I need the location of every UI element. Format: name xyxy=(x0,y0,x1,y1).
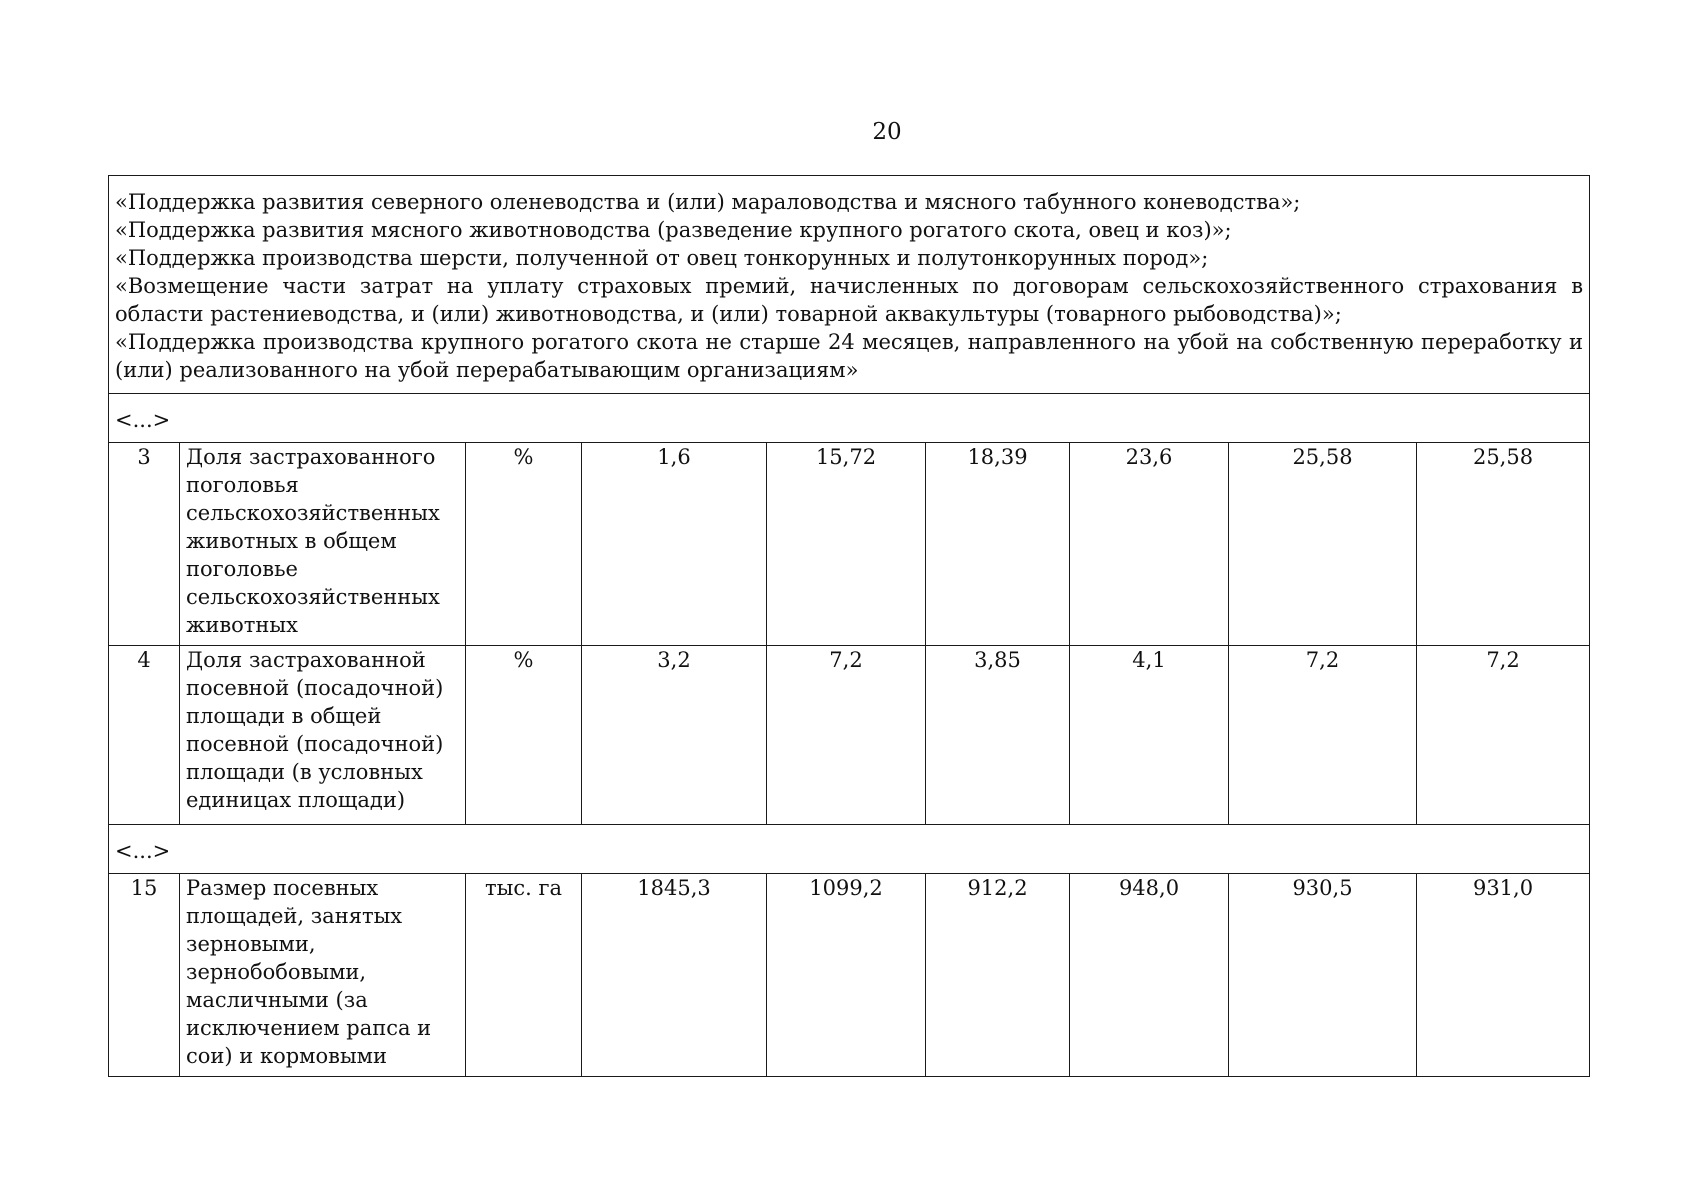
value-cell: 15,72 xyxy=(767,443,926,646)
ellipsis-text: <...> xyxy=(109,394,1590,443)
indicator-name: Доля застрахованной посевной (посадочной) площади в общей посевной (посадочной) площади (в условных единицах площади) xyxy=(180,646,466,825)
value-cell: 23,6 xyxy=(1070,443,1229,646)
indicator-name: Размер посевных площадей, занятых зерновыми, зернобобовыми, масличными (за исключением рапса и сои) и кормовыми xyxy=(180,874,466,1077)
ellipsis-row xyxy=(109,394,1590,443)
indicators-table xyxy=(108,175,1590,1077)
value-cell: 7,2 xyxy=(1417,646,1590,825)
value-cell: 1,6 xyxy=(582,443,767,646)
indicator-name: Доля застрахованного поголовья сельскохозяйственных животных в общем поголовье сельскохозяйственных животных xyxy=(180,443,466,646)
programs-cell xyxy=(109,176,1590,394)
value-cell: 25,58 xyxy=(1229,443,1417,646)
programs-row xyxy=(109,176,1590,394)
unit-cell: % xyxy=(466,646,582,825)
row-number: 15 xyxy=(109,874,180,1077)
program-item: «Поддержка развития мясного животноводства (разведение крупного рогатого скота, овец и коз)»; xyxy=(115,218,1232,242)
value-cell: 4,1 xyxy=(1070,646,1229,825)
value-cell: 931,0 xyxy=(1417,874,1590,1077)
program-item: «Поддержка производства крупного рогатого скота не старше 24 месяцев, направленного на убой на собственную переработку и (или) реализованного на убой перерабатывающим организациям» xyxy=(115,330,1584,382)
value-cell: 1099,2 xyxy=(767,874,926,1077)
table-row xyxy=(109,874,1590,1077)
value-cell: 7,2 xyxy=(767,646,926,825)
ellipsis-row xyxy=(109,825,1590,874)
value-cell: 7,2 xyxy=(1229,646,1417,825)
value-cell: 948,0 xyxy=(1070,874,1229,1077)
program-item: «Поддержка развития северного оленеводства и (или) мараловодства и мясного табунного коневодства»; xyxy=(115,190,1301,214)
page-number: 20 xyxy=(872,119,902,145)
value-cell: 912,2 xyxy=(926,874,1070,1077)
value-cell: 1845,3 xyxy=(582,874,767,1077)
unit-cell: тыс. га xyxy=(466,874,582,1077)
value-cell: 3,2 xyxy=(582,646,767,825)
program-item: «Возмещение части затрат на уплату страховых премий, начисленных по договорам сельскохозяйственного страхования в области растениеводства, и (или) животноводства, и (или) товарной аквакультуры (товарного рыбоводства)»; xyxy=(115,274,1584,326)
row-number: 4 xyxy=(109,646,180,825)
unit-cell: % xyxy=(466,443,582,646)
value-cell: 18,39 xyxy=(926,443,1070,646)
row-number: 3 xyxy=(109,443,180,646)
program-item: «Поддержка производства шерсти, полученной от овец тонкорунных и полутонкорунных пород»; xyxy=(115,246,1209,270)
table-row xyxy=(109,646,1590,825)
value-cell: 25,58 xyxy=(1417,443,1590,646)
ellipsis-text: <...> xyxy=(109,825,1590,874)
table-row xyxy=(109,443,1590,646)
value-cell: 930,5 xyxy=(1229,874,1417,1077)
value-cell: 3,85 xyxy=(926,646,1070,825)
